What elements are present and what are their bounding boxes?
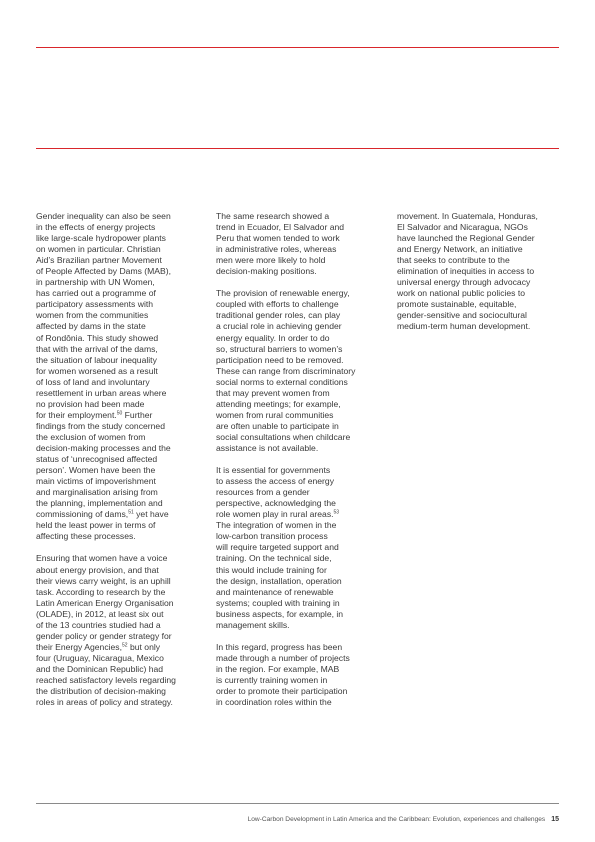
text-line: of the 13 countries studied had a — [36, 619, 161, 630]
text-line: These can range from discriminatory — [216, 365, 356, 376]
text-line: business aspects, for example, in — [216, 608, 344, 619]
text-line: held the least power in terms of — [36, 520, 156, 531]
header-bottom-rule — [36, 148, 559, 149]
text-line: main victims of impoverishment — [36, 476, 156, 487]
text-line: in the effects of energy projects — [36, 222, 156, 233]
paragraph — [36, 553, 208, 708]
page-number: 15 — [551, 816, 559, 823]
text-line: social consultations when childcare — [216, 431, 351, 442]
text-column-2 — [216, 211, 388, 708]
paragraph — [36, 211, 208, 542]
text-line: role women play in rural areas.$^{53}$ — [216, 509, 340, 520]
text-line: movement. In Guatemala, Honduras, — [397, 211, 538, 221]
text-line: the situation of labour inequality — [36, 354, 157, 365]
text-line: the exclusion of women from — [36, 431, 146, 442]
text-line: management skills. — [216, 619, 290, 630]
text-line: the design, installation, operation — [216, 575, 342, 586]
text-line: work on national public policies to — [397, 288, 526, 299]
text-line: gender-sensitive and sociocultural — [397, 310, 527, 321]
text-line: that may prevent women from — [216, 387, 330, 398]
text-line: four (Uruguay, Nicaragua, Mexico — [36, 652, 164, 663]
text-line: resettlement in urban areas where — [36, 387, 167, 398]
text-line: El Salvador and Nicaragua, NGOs — [397, 222, 528, 233]
text-line: elimination of inequities in access to — [397, 266, 535, 277]
text-line: participation need to be removed. — [216, 354, 344, 365]
text-line: so, structural barriers to women’s — [216, 343, 343, 354]
text-line: status of ‘unrecognised affected — [36, 454, 158, 465]
text-line: men were more likely to hold — [216, 255, 326, 266]
text-line: Peru that women tended to work — [216, 233, 340, 244]
footnote-ref: 52 — [122, 642, 128, 649]
text-line: of loss of land and involuntary — [36, 376, 150, 387]
text-line: order to promote their participation — [216, 686, 348, 697]
text-line: energy equality. In order to do — [216, 332, 330, 343]
footnote-ref: 50 — [116, 410, 123, 417]
text-column-1 — [36, 211, 208, 708]
text-line: and maintenance of renewable — [216, 586, 334, 597]
text-line: findings from the study concerned — [36, 420, 165, 431]
text-line: traditional gender roles, can play — [216, 310, 341, 321]
text-line: systems; coupled with training in — [216, 597, 340, 608]
text-line: attending meetings; for example, — [216, 398, 341, 409]
text-line: resources from a gender — [216, 487, 310, 498]
text-line: to assess the access of energy — [216, 476, 334, 487]
text-line: universal energy through advocacy — [397, 277, 531, 288]
text-line: Gender inequality can also be seen — [36, 211, 171, 221]
text-line: Latin American Energy Organisation — [36, 597, 174, 608]
text-line: roles in areas of policy and strategy. — [36, 697, 173, 708]
paragraph — [216, 642, 388, 708]
text-line: for women worsened as a result — [36, 365, 158, 376]
text-line: have launched the Regional Gender — [397, 233, 535, 244]
top-rule — [36, 47, 559, 48]
text-line: for their employment.$^{50}$ Further — [36, 409, 153, 420]
text-line: their views carry weight, is an uphill — [36, 575, 171, 586]
text-line: In this regard, progress has been — [216, 641, 343, 652]
text-line: It is essential for governments — [216, 465, 331, 476]
text-line: that with the arrival of the dams, — [36, 343, 158, 354]
text-line: the distribution of decision-making — [36, 686, 166, 697]
footer-rule — [36, 803, 559, 804]
footnote-ref: 53 — [333, 509, 340, 516]
text-line: on women in particular. Christian — [36, 244, 161, 255]
text-line: no provision had been made — [36, 398, 145, 409]
text-line: affected by dams in the state — [36, 321, 146, 332]
text-line: of Rondônia. This study showed — [36, 332, 159, 343]
text-line: has carried out a programme of — [36, 288, 156, 299]
text-line: commissioning of dams,$^{51}$ yet have — [36, 509, 169, 520]
text-line: a crucial role in achieving gender — [216, 321, 342, 332]
text-line: are often unable to participate in — [216, 420, 339, 431]
text-line: person’. Women have been the — [36, 465, 156, 476]
text-line: medium-term human development. — [397, 321, 531, 332]
text-line: The provision of renewable energy, — [216, 288, 350, 299]
text-line: and Energy Network, an initiative — [397, 244, 523, 255]
paragraph — [216, 211, 388, 277]
text-line: is currently training women in — [216, 674, 328, 685]
text-line: (OLADE), in 2012, at least six out — [36, 608, 164, 619]
text-line: will require targeted support and — [216, 542, 339, 553]
text-line: participatory assessments with — [36, 299, 154, 310]
text-line: Ensuring that women have a voice — [36, 553, 168, 564]
text-line: in administrative roles, whereas — [216, 244, 337, 255]
page-footer — [248, 816, 559, 823]
text-line: perspective, acknowledging the — [216, 498, 336, 509]
text-line: social norms to external conditions — [216, 376, 348, 387]
text-line: assistance is not available. — [216, 442, 319, 453]
text-line: Aid’s Brazilian partner Movement — [36, 255, 162, 266]
text-line: The same research showed a — [216, 211, 330, 221]
text-line: of People Affected by Dams (MAB), — [36, 266, 172, 277]
text-line: their Energy Agencies,$^{52}$ but only — [36, 641, 161, 652]
text-line: the planning, implementation and — [36, 498, 163, 509]
text-line: low-carbon transition process — [216, 531, 328, 542]
text-line: training. On the technical side, — [216, 553, 332, 564]
text-line: and the Dominican Republic) had — [36, 663, 164, 674]
text-line: made through a number of projects — [216, 652, 350, 663]
text-line: promote sustainable, equitable, — [397, 299, 517, 310]
text-line: reached satisfactory levels regarding — [36, 674, 176, 685]
text-line: trend in Ecuador, El Salvador and — [216, 222, 345, 233]
text-line: women from rural communities — [216, 409, 334, 420]
text-line: that seeks to contribute to the — [397, 255, 510, 266]
text-line: The integration of women in the — [216, 520, 337, 531]
text-line: and marginalisation arising from — [36, 487, 158, 498]
text-line: decision-making processes and the — [36, 442, 171, 453]
text-line: gender policy or gender strategy for — [36, 630, 172, 641]
text-line: women from the communities — [36, 310, 149, 321]
text-line: in partnership with UN Women, — [36, 277, 155, 288]
footer-title: Low-Carbon Development in Latin America and the Caribbean: Evolution, experiences and challenges — [247, 816, 546, 823]
text-line: this would include training for — [216, 564, 327, 575]
text-line: like large-scale hydropower plants — [36, 233, 166, 244]
paragraph — [397, 211, 569, 333]
text-line: in coordination roles within the — [216, 697, 332, 708]
text-line: affecting these processes. — [36, 531, 136, 542]
text-line: about energy provision, and that — [36, 564, 159, 575]
footnote-ref: 51 — [128, 509, 134, 516]
paragraph — [216, 288, 388, 454]
text-line: coupled with efforts to challenge — [216, 299, 339, 310]
paragraph — [216, 465, 388, 631]
text-line: decision-making positions. — [216, 266, 317, 277]
text-line: in the region. For example, MAB — [216, 663, 340, 674]
text-line: task. According to research by the — [36, 586, 166, 597]
text-column-3 — [397, 211, 569, 333]
